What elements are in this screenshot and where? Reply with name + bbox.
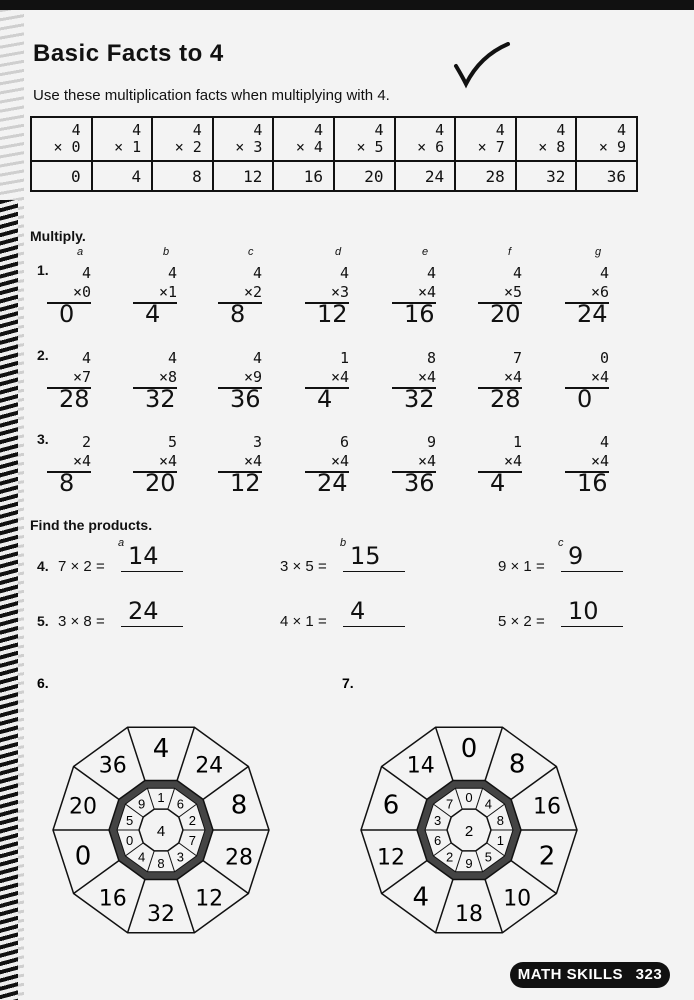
handwritten-answer: 8 <box>59 469 75 497</box>
handwritten-answer: 36 <box>230 385 261 413</box>
wheel-inner-number: 6 <box>176 796 185 812</box>
problem-top: 4 <box>599 264 609 282</box>
wheel-outer-answer: 32 <box>147 902 175 927</box>
page-number: 323 <box>635 966 663 983</box>
row-number: 4. <box>37 558 49 574</box>
multiplication-problem <box>305 349 349 389</box>
wheel-outer-answer: 8 <box>230 790 248 821</box>
fact-top: 4 <box>495 121 505 139</box>
problem-bottom: ×6 <box>565 283 609 304</box>
column-letter: e <box>422 246 429 258</box>
problem-top: 4 <box>512 264 522 282</box>
wheel-outer-answer: 16 <box>533 794 561 820</box>
fact-problem <box>31 117 92 161</box>
row-number: 1. <box>37 262 49 278</box>
column-letter: f <box>508 246 512 258</box>
wheel-inner-number: 2 <box>445 849 454 865</box>
handwritten-answer: 4 <box>490 469 506 497</box>
page-title: Basic Facts to 4 <box>33 40 224 67</box>
problem-bottom: ×4 <box>392 368 436 389</box>
product-expression: 9 × 1 = <box>498 558 545 575</box>
wheel-inner-number: 9 <box>465 856 473 871</box>
problem-top: 8 <box>426 349 436 367</box>
fact-bottom: × 6 <box>417 138 445 156</box>
wheel-inner-number: 4 <box>484 796 493 812</box>
multiplication-problem <box>478 264 522 304</box>
multiplication-problem <box>47 264 91 304</box>
wheel-inner-number: 0 <box>465 790 473 805</box>
handwritten-answer: 20 <box>490 300 521 328</box>
handwritten-answer: 12 <box>230 469 261 497</box>
multiply-heading: Multiply. <box>30 228 86 244</box>
handwritten-answer: 8 <box>230 300 246 328</box>
answer-blank <box>561 570 623 572</box>
fact-top: 4 <box>192 121 202 139</box>
answer-blank <box>121 625 183 627</box>
handwritten-answer: 24 <box>128 597 159 625</box>
multiplication-problem <box>218 264 262 304</box>
wheel-outer-answer: 4 <box>152 734 170 764</box>
column-letter: c <box>248 246 254 258</box>
handwritten-answer: 10 <box>568 597 599 625</box>
problem-bottom: ×3 <box>305 283 349 304</box>
fact-answer: 20 <box>334 161 395 191</box>
fact-bottom: × 3 <box>235 138 263 156</box>
wheel-inner-number: 8 <box>496 812 505 828</box>
problem-bottom: ×4 <box>478 368 522 389</box>
problem-bottom: ×9 <box>218 368 262 389</box>
product-expression: 5 × 2 = <box>498 613 545 630</box>
top-band <box>0 0 694 10</box>
multiplication-wheel <box>37 675 269 933</box>
handwritten-answer: 4 <box>317 385 333 413</box>
problem-top: 4 <box>167 264 177 282</box>
problem-bottom: ×4 <box>218 452 262 473</box>
product-expression: 4 × 1 = <box>280 613 327 630</box>
fact-top: 4 <box>132 121 142 139</box>
answer-blank <box>561 625 623 627</box>
wheel-outer-answer: 14 <box>406 753 435 779</box>
fact-problem <box>273 117 334 161</box>
wheel-center: 4 <box>156 823 166 840</box>
wheel-inner-number: 5 <box>125 812 134 828</box>
fact-answer: 32 <box>516 161 577 191</box>
wheel-number: 6. <box>37 675 49 691</box>
fact-top: 4 <box>313 121 323 139</box>
handwritten-answer: 28 <box>59 385 90 413</box>
handwritten-answer: 0 <box>59 300 75 328</box>
problem-top: 4 <box>167 349 177 367</box>
problem-top: 0 <box>599 349 609 367</box>
checkmark-icon <box>452 42 512 90</box>
fact-answer: 16 <box>273 161 334 191</box>
wheel-outer-answer: 20 <box>69 794 97 820</box>
handwritten-answer: 32 <box>145 385 176 413</box>
wheel-outer-answer: 10 <box>503 886 532 912</box>
fact-bottom: × 4 <box>295 138 323 156</box>
problem-top: 4 <box>81 264 91 282</box>
wheel-outer-answer: 0 <box>460 734 478 764</box>
fact-answer: 4 <box>92 161 153 191</box>
row-number: 3. <box>37 431 49 447</box>
wheel-inner-number: 1 <box>496 833 505 849</box>
problem-top: 3 <box>252 433 262 451</box>
column-letter: d <box>335 246 342 258</box>
fact-bottom: × 1 <box>114 138 142 156</box>
fact-top: 4 <box>616 121 626 139</box>
wheel-outer-answer: 4 <box>412 882 430 913</box>
handwritten-answer: 28 <box>490 385 521 413</box>
handwritten-answer: 36 <box>404 469 435 497</box>
column-letter: b <box>163 246 170 258</box>
fact-problem <box>395 117 456 161</box>
fact-top: 4 <box>435 121 445 139</box>
column-letter: c <box>558 537 564 549</box>
multiplication-problem <box>392 264 436 304</box>
wheel-inner-number: 4 <box>137 849 146 865</box>
fact-top: 4 <box>71 121 81 139</box>
page-footer-badge <box>510 962 670 988</box>
multiplication-wheel <box>342 675 577 933</box>
multiplication-problem <box>133 349 177 389</box>
handwritten-answer: 15 <box>350 542 381 570</box>
wheel-outer-answer: 24 <box>195 753 224 779</box>
fact-problem <box>213 117 274 161</box>
handwritten-answer: 32 <box>404 385 435 413</box>
wheel-outer-answer: 12 <box>377 845 405 871</box>
fact-top: 4 <box>556 121 566 139</box>
wheel-outer-answer: 8 <box>508 749 526 780</box>
multiplication-problem <box>218 433 262 473</box>
answer-blank <box>343 625 405 627</box>
handwritten-answer: 14 <box>128 542 159 570</box>
wheel-inner-number: 1 <box>157 790 165 805</box>
problem-top: 4 <box>339 264 349 282</box>
problem-bottom: ×4 <box>565 368 609 389</box>
multiplication-problem <box>565 433 609 473</box>
facts-problems-row <box>31 117 637 161</box>
fact-answer: 28 <box>455 161 516 191</box>
multiplication-problem <box>47 349 91 389</box>
fact-answer: 0 <box>31 161 92 191</box>
multiplication-problem <box>478 433 522 473</box>
problem-top: 4 <box>252 349 262 367</box>
fact-bottom: × 0 <box>53 138 81 156</box>
fact-answer: 8 <box>152 161 213 191</box>
wheel-outer-answer: 28 <box>225 845 253 871</box>
problem-top: 6 <box>339 433 349 451</box>
wheel-inner-number: 3 <box>176 849 185 865</box>
problem-bottom: ×2 <box>218 283 262 304</box>
problem-top: 4 <box>599 433 609 451</box>
fact-answer: 24 <box>395 161 456 191</box>
row-number: 2. <box>37 347 49 363</box>
problem-top: 1 <box>339 349 349 367</box>
fact-problem <box>455 117 516 161</box>
handwritten-answer: 24 <box>317 469 348 497</box>
multiplication-problem <box>392 349 436 389</box>
problem-top: 4 <box>81 349 91 367</box>
problem-bottom: ×8 <box>133 368 177 389</box>
products-heading: Find the products. <box>30 517 153 533</box>
wheel-inner-number: 5 <box>484 849 493 865</box>
multiplication-problem <box>565 349 609 389</box>
fact-answer: 12 <box>213 161 274 191</box>
wheel-outer-answer: 36 <box>98 753 127 779</box>
wheel-outer-answer: 16 <box>98 886 127 912</box>
product-expression: 3 × 5 = <box>280 558 327 575</box>
column-letter: a <box>118 537 125 549</box>
wheel-number: 7. <box>342 675 354 691</box>
handwritten-answer: 4 <box>350 597 366 625</box>
column-letter: g <box>595 246 602 258</box>
problem-bottom: ×4 <box>133 452 177 473</box>
wheel-outer-answer: 0 <box>74 841 92 872</box>
multiplication-problem <box>565 264 609 304</box>
problem-top: 9 <box>426 433 436 451</box>
fact-problem <box>576 117 637 161</box>
wheel-outer-answer: 2 <box>538 841 556 872</box>
wheel-inner-number: 2 <box>188 812 197 828</box>
problem-top: 5 <box>167 433 177 451</box>
handwritten-answer: 24 <box>577 300 608 328</box>
problem-bottom: ×4 <box>305 452 349 473</box>
multiplication-problem <box>305 264 349 304</box>
facts-answers-row <box>31 161 637 191</box>
fact-bottom: × 7 <box>477 138 505 156</box>
problem-top: 7 <box>512 349 522 367</box>
facts-table <box>30 116 638 192</box>
handwritten-answer: 9 <box>568 542 584 570</box>
problem-top: 4 <box>252 264 262 282</box>
problem-bottom: ×4 <box>305 368 349 389</box>
multiplication-problem <box>478 349 522 389</box>
wheel-inner-number: 7 <box>188 833 197 849</box>
problem-bottom: ×4 <box>392 283 436 304</box>
problem-top: 1 <box>512 433 522 451</box>
column-letter: a <box>77 246 84 258</box>
multiplication-problem <box>392 433 436 473</box>
fact-problem <box>152 117 213 161</box>
instructions: Use these multiplication facts when multiplying with 4. <box>33 87 390 104</box>
problem-top: 2 <box>81 433 91 451</box>
fact-top: 4 <box>253 121 263 139</box>
product-expression: 3 × 8 = <box>58 613 105 630</box>
problem-bottom: ×7 <box>47 368 91 389</box>
multiplication-problem <box>47 433 91 473</box>
problem-bottom: ×4 <box>392 452 436 473</box>
multiplication-problem <box>133 433 177 473</box>
fact-problem <box>92 117 153 161</box>
fact-top: 4 <box>374 121 384 139</box>
handwritten-answer: 0 <box>577 385 593 413</box>
fact-bottom: × 2 <box>174 138 202 156</box>
wheel-inner-number: 3 <box>433 812 442 828</box>
wheel-inner-number: 6 <box>433 833 442 849</box>
wheel-center: 2 <box>464 823 474 840</box>
problem-bottom: ×1 <box>133 283 177 304</box>
fact-problem <box>334 117 395 161</box>
wheel-inner-number: 9 <box>137 796 146 812</box>
multiplication-problem <box>305 433 349 473</box>
handwritten-answer: 16 <box>404 300 435 328</box>
problem-bottom: ×4 <box>47 452 91 473</box>
wheel-inner-number: 7 <box>445 796 454 812</box>
handwritten-answer: 12 <box>317 300 348 328</box>
wheel-inner-number: 8 <box>157 856 165 871</box>
wheel-outer-answer: 18 <box>455 902 483 927</box>
problem-bottom: ×0 <box>47 283 91 304</box>
handwritten-answer: 20 <box>145 469 176 497</box>
wheel-outer-answer: 12 <box>195 886 224 912</box>
handwritten-answer: 4 <box>145 300 161 328</box>
handwritten-answer: 16 <box>577 469 608 497</box>
answer-blank <box>121 570 183 572</box>
problem-bottom: ×4 <box>565 452 609 473</box>
column-letter: b <box>340 537 347 549</box>
wheel-inner-number: 0 <box>125 833 134 849</box>
problem-top: 4 <box>426 264 436 282</box>
row-number: 5. <box>37 613 49 629</box>
problem-bottom: ×4 <box>478 452 522 473</box>
wheel-outer-answer: 6 <box>382 790 400 821</box>
footer-label: MATH SKILLS <box>517 966 623 983</box>
answer-blank <box>343 570 405 572</box>
product-expression: 7 × 2 = <box>58 558 105 575</box>
fact-problem <box>516 117 577 161</box>
problem-bottom: ×5 <box>478 283 522 304</box>
multiplication-problem <box>218 349 262 389</box>
multiplication-problem <box>133 264 177 304</box>
fact-answer: 36 <box>576 161 637 191</box>
fact-bottom: × 8 <box>538 138 566 156</box>
fact-bottom: × 9 <box>598 138 626 156</box>
fact-bottom: × 5 <box>356 138 384 156</box>
multiplication-wheels <box>0 660 694 960</box>
